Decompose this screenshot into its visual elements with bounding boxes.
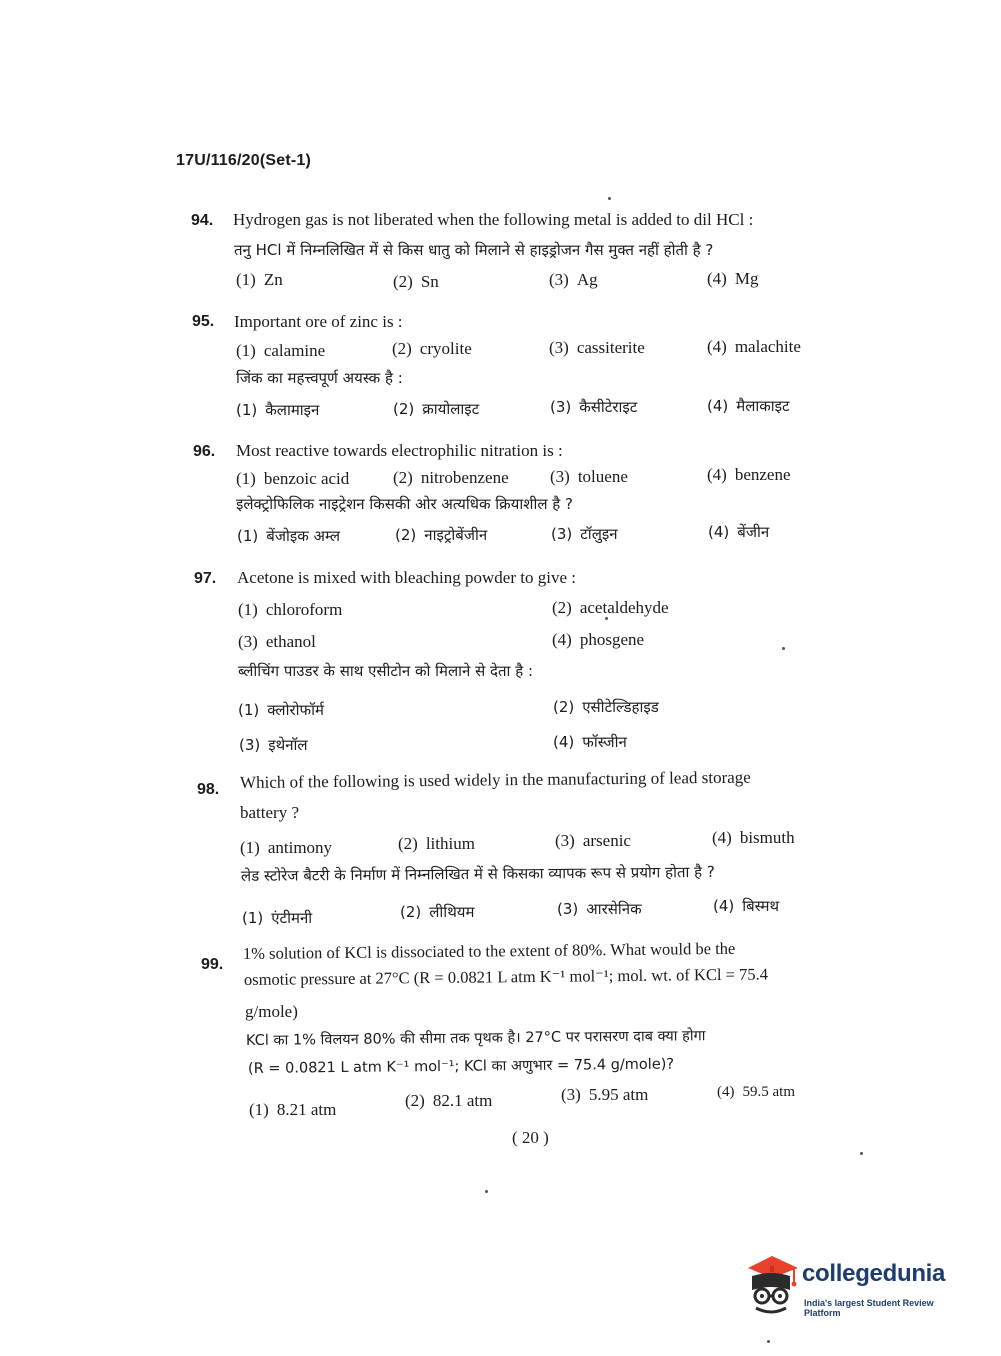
option-4-hi: (4) फॉस्जीन (553, 733, 627, 751)
option-3-hi: (3) कैसीटेराइट (550, 398, 638, 416)
question-number: 97. (194, 570, 217, 587)
scan-speck (860, 1152, 863, 1155)
collegedunia-logo (742, 1252, 972, 1322)
option-1-en: (1) calamine (236, 341, 326, 360)
logo-wordmark: collegedunia (802, 1260, 946, 1287)
option-3-en: (3) ethanol (238, 632, 316, 651)
option-2-en: (2) nitrobenzene (393, 468, 509, 487)
option-2-en: (2) acetaldehyde (552, 598, 669, 617)
option-4: (4) Mg (707, 269, 759, 288)
option-3-hi: (3) इथेनॉल (239, 736, 308, 754)
question-text-hi: जिंक का महत्त्वपूर्ण अयस्क है : (236, 369, 403, 387)
question-text-en-cont2: g/mole) (245, 1002, 298, 1021)
question-number: 99. (201, 956, 224, 973)
question-text-hi-cont: (R = 0.0821 L atm K⁻¹ mol⁻¹; KCl का अणुभार = 75.4 g/mole)? (247, 1056, 675, 1077)
option-1-en: (1) benzoic acid (236, 469, 350, 488)
question-text-hi: इलेक्ट्रोफिलिक नाइट्रेशन किसकी ओर अत्यधिक क्रियाशील है ? (236, 495, 573, 513)
option-3-en: (3) cassiterite (549, 338, 645, 357)
option-1-en: (1) chloroform (238, 600, 343, 619)
option-3-en: (3) arsenic (555, 831, 631, 850)
option-2-hi: (2) नाइट्रोबेंजीन (395, 526, 488, 544)
option-3: (3) 5.95 atm (561, 1085, 649, 1104)
option-2: (2) 82.1 atm (405, 1091, 493, 1110)
option-4: (4) 59.5 atm (717, 1084, 795, 1100)
option-1-hi: (1) क्लोरोफॉर्म (238, 701, 324, 719)
option-4-en: (4) benzene (707, 465, 791, 484)
option-4-hi: (4) बेंजीन (708, 523, 770, 541)
question-text-en: Acetone is mixed with bleaching powder to give : (237, 568, 576, 587)
option-4-en: (4) phosgene (552, 630, 645, 649)
option-1-hi: (1) एंटीमनी (242, 909, 313, 927)
question-text-hi: तनु HCl में निम्नलिखित में से किस धातु को मिलाने से हाइड्रोजन गैस मुक्त नहीं होती है ? (234, 241, 714, 259)
option-2-en: (2) lithium (398, 834, 475, 853)
option-1-en: (1) antimony (240, 838, 333, 857)
option-3-en: (3) toluene (550, 467, 628, 486)
logo-tagline: India's largest Student Review Platform (804, 1298, 934, 1318)
question-text-hi: KCl का 1% विलयन 80% की सीमा तक पृथक है। 27°C पर परासरण दाब क्या होगा (245, 1028, 706, 1049)
option-4-en: (4) malachite (707, 337, 801, 356)
question-text-en: 1% solution of KCl is dissociated to the extent of 80%. What would be the (242, 938, 736, 963)
question-text-en: Important ore of zinc is : (234, 312, 403, 331)
mascot-icon (742, 1254, 802, 1318)
option-1-hi: (1) कैलामाइन (236, 401, 320, 419)
scan-speck (782, 647, 785, 650)
question-text-en: Which of the following is used widely in the manufacturing of lead storage (239, 767, 751, 792)
question-text-hi: ब्लीचिंग पाउडर के साथ एसीटोन को मिलाने से देता है : (238, 662, 534, 680)
scan-speck (605, 617, 608, 620)
option-2-hi: (2) एसीटेल्डिहाइड (553, 698, 659, 716)
question-text-en: Hydrogen gas is not liberated when the following metal is added to dil HCl : (233, 210, 754, 229)
question-text-en-cont: battery ? (240, 803, 299, 822)
question-number: 95. (192, 313, 215, 330)
scan-speck (485, 1190, 488, 1193)
option-4-en: (4) bismuth (712, 828, 795, 847)
page-number: ( 20 ) (512, 1128, 549, 1147)
option-2-hi: (2) क्रायोलाइट (393, 400, 480, 418)
paper-code: 17U/116/20(Set-1) (176, 152, 312, 169)
question-text-en: Most reactive towards electrophilic nitration is : (236, 441, 563, 460)
question-text-en-cont: osmotic pressure at 27°C (R = 0.0821 L atm K⁻¹ mol⁻¹; mol. wt. of KCl = 75.4 (243, 964, 769, 989)
scan-speck (608, 197, 611, 200)
scan-speck (767, 1340, 770, 1343)
option-2: (2) Sn (393, 272, 439, 291)
question-number: 96. (193, 443, 216, 460)
option-3: (3) Ag (549, 270, 598, 289)
question-number: 94. (191, 212, 214, 229)
option-2-hi: (2) लीथियम (400, 903, 475, 921)
question-number: 98. (197, 781, 220, 798)
option-3-hi: (3) टॉलुइन (551, 525, 618, 543)
question-text-hi: लेड स्टोरेज बैटरी के निर्माण में निम्नलिखित में से किसका व्यापक रूप से प्रयोग होता है ? (240, 862, 715, 885)
option-4-hi: (4) बिस्मथ (713, 897, 780, 915)
option-4-hi: (4) मैलाकाइट (707, 397, 790, 415)
option-2-en: (2) cryolite (392, 339, 472, 358)
option-1: (1) 8.21 atm (249, 1100, 337, 1119)
option-1: (1) Zn (236, 270, 283, 289)
option-1-hi: (1) बेंजोइक अम्ल (237, 527, 341, 545)
option-3-hi: (3) आरसेनिक (557, 900, 642, 918)
